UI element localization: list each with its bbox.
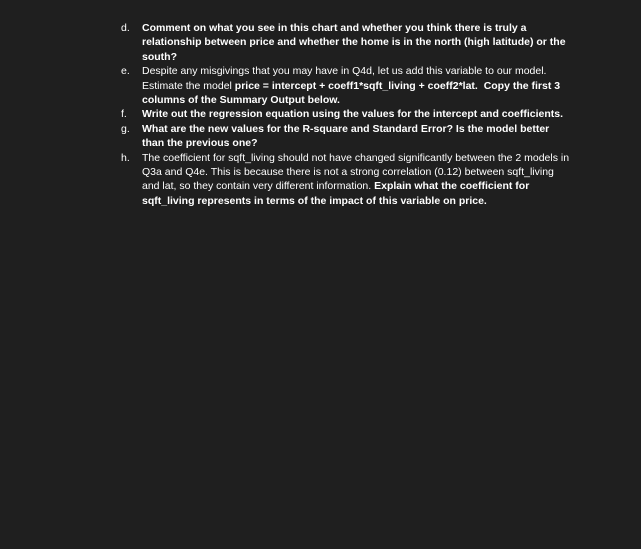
- question-list: [121, 21, 573, 208]
- item-marker: h.: [121, 151, 130, 164]
- item-marker: e.: [121, 65, 130, 78]
- question-item-f: [121, 107, 573, 121]
- question-item-e: [121, 64, 573, 107]
- item-marker: f.: [121, 108, 127, 121]
- item-marker: g.: [121, 122, 130, 135]
- question-instruction: Explain what the coefficient for sqft_living represents in terms of the impact of this variable on price.: [142, 180, 530, 207]
- question-text: Comment on what you see in this chart and whether you think there is truly a relationship between price and whether the home is in the north (high latitude) or the south?: [142, 22, 566, 63]
- model-formula: price = intercept + coeff1*sqft_living + coeff2*lat.: [234, 79, 478, 92]
- question-text: What are the new values for the R-square and Standard Error? Is the model better than the previous one?: [142, 122, 550, 150]
- question-item-d: [121, 21, 573, 64]
- question-item-g: [121, 122, 573, 151]
- question-instruction: Copy the first 3 columns of the Summary Output below.: [142, 79, 561, 107]
- question-item-h: [121, 151, 573, 209]
- question-intro-text: Despite any misgivings that you may have in Q4d, let us add this variable to our model. Estimate the model: [142, 65, 547, 92]
- question-intro-text: The coefficient for sqft_living should not have changed significantly between the 2 models in Q3a and Q4e. This is because there is not a strong correlation (0.12) between sqft_living and lat, so they contain very different information.: [142, 151, 570, 193]
- item-marker: d.: [121, 22, 130, 34]
- question-text: Write out the regression equation using the values for the intercept and coefficients.: [142, 108, 564, 121]
